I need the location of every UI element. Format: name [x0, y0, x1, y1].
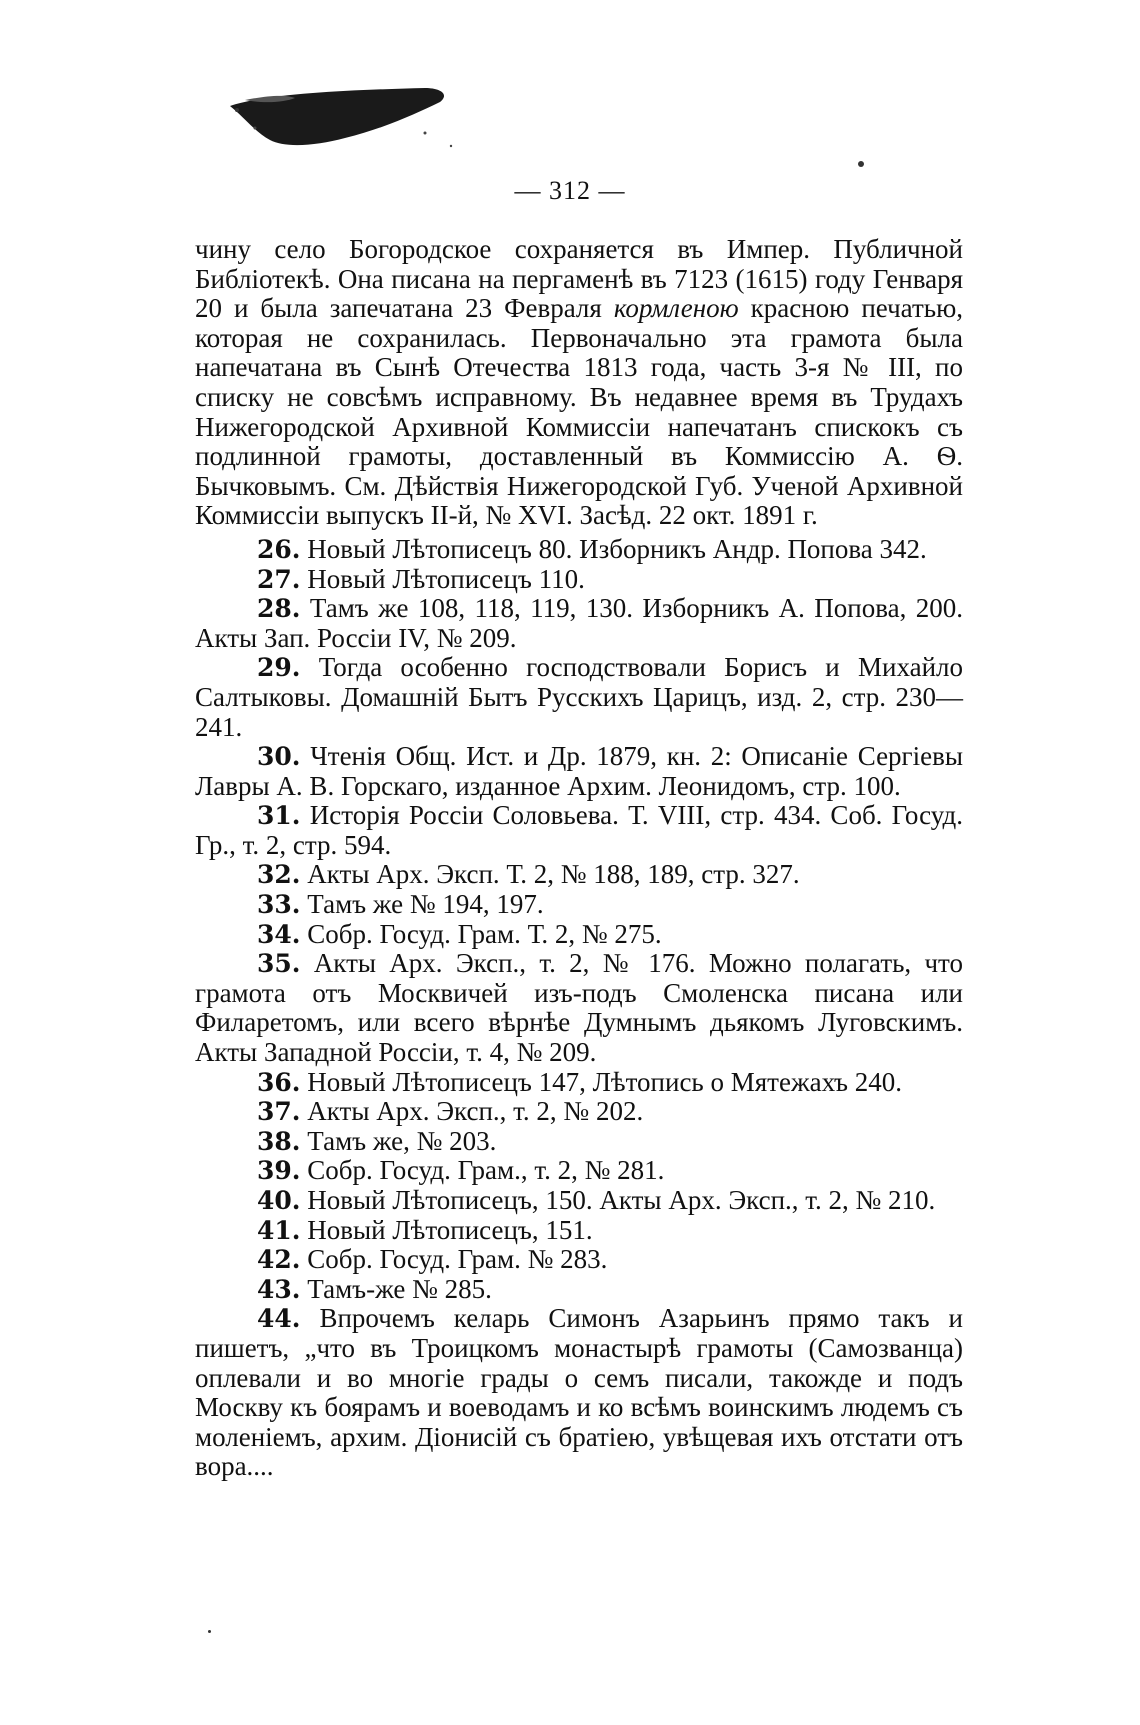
intro-italic-word: кормленою	[613, 293, 739, 324]
footnote-number: 31.	[257, 801, 301, 831]
footnote	[195, 949, 963, 1067]
footnote	[195, 742, 963, 801]
page-number: — 312 —	[514, 176, 626, 205]
footnote-number: 29.	[257, 653, 301, 683]
footnote	[195, 1097, 963, 1127]
footnote-number: 37.	[257, 1097, 301, 1127]
footnote-number: 33.	[257, 890, 301, 920]
footnote-number: 44.	[257, 1304, 301, 1334]
footnote-text: Акты Арх. Эксп., т. 2, № 176. Можно полагать, что грамота отъ Москвичей изъ-подъ Смоленска писана или Филаретомъ, или всего вѣрнѣе Думнымъ дьякомъ Луговскимъ. Акты Западной Россіи, т. 4, № 209.	[195, 948, 963, 1068]
footnote-text: Акты Арх. Эксп., т. 2, № 202.	[307, 1096, 644, 1127]
footnote-number: 42.	[257, 1245, 301, 1275]
footnote-text: Новый Лѣтописецъ 147, Лѣтопись о Мятежахъ 240.	[307, 1066, 903, 1097]
footnote-number: 30.	[257, 742, 301, 772]
footnote	[195, 860, 963, 890]
footnote	[195, 1245, 963, 1275]
footnote-text: Акты Арх. Эксп. Т. 2, № 188, 189, стр. 327.	[307, 859, 800, 890]
intro-text-rest: красною печатью, которая не сохранилась. Первоначально эта грамота была напечатана въ Сынѣ Отечества 1813 года, часть 3-я № III, по списку не совсѣмъ исправному. Въ недавнее время въ Трудахъ Нижегородской Архивной Коммиссіи напечатанъ спискокъ съ подлинной грамоты, доставленный въ Коммиссію А. Ѳ. Бычковымъ. См. Дѣйствія Нижегородской Губ. Ученой Архивной Коммиссіи выпускъ II-й, № XVI. Засѣд. 22 окт. 1891 г.	[195, 293, 963, 531]
footnote	[195, 594, 963, 653]
footnote-number: 36.	[257, 1067, 301, 1097]
footnote-text: Тамъ же, № 203.	[307, 1125, 497, 1156]
footnote-text: Новый Лѣтописецъ, 150. Акты Арх. Эксп., т. 2, № 210.	[307, 1185, 936, 1215]
footnote	[195, 1186, 963, 1216]
footnote-text: Новый Лѣтописецъ, 151.	[307, 1214, 593, 1245]
footnote-number: 39.	[257, 1156, 301, 1186]
footnote-text: Тамъ же № 194, 197.	[307, 889, 544, 920]
ink-blot-decoration	[225, 88, 475, 150]
footnote-text: Новый Лѣтописецъ 110.	[307, 563, 585, 594]
footnote	[195, 890, 963, 920]
footnote	[195, 920, 963, 950]
intro-paragraph	[195, 235, 963, 531]
footnote	[195, 1127, 963, 1157]
footnote	[195, 1304, 963, 1482]
footnote-text: Тамъ же 108, 118, 119, 130. Изборникъ А. Попова, 200. Акты Зап. Россіи IV, № 209.	[195, 593, 963, 653]
footnote	[195, 801, 963, 860]
footnote-number: 28.	[257, 594, 301, 624]
footnote-number: 38.	[257, 1126, 301, 1156]
footnote	[195, 535, 963, 565]
footnote-number: 35.	[257, 949, 301, 979]
footnote-number: 32.	[257, 860, 301, 890]
footnote-text: Собр. Госуд. Грам., т. 2, № 281.	[307, 1155, 665, 1186]
footnote	[195, 1216, 963, 1246]
footnote-text: Чтенія Общ. Ист. и Др. 1879, кн. 2: Описаніе Сергіевы Лавры А. В. Горскаго, изданное Архим. Леонидомъ, стр. 100.	[195, 741, 963, 801]
footnote-text: Тамъ-же № 285.	[307, 1273, 492, 1304]
footnote-text: Новый Лѣтописецъ 80. Изборникъ Андр. Попова 342.	[307, 533, 927, 564]
footnote-number: 34.	[257, 919, 301, 949]
print-speck	[208, 1630, 211, 1633]
footnote-text: Исторія Россіи Соловьева. Т. VIII, стр. 434. Соб. Госуд. Гр., т. 2, стр. 594.	[195, 800, 963, 860]
print-speck	[858, 161, 864, 167]
footnote	[195, 1275, 963, 1305]
footnote-number: 40.	[257, 1186, 301, 1215]
footnote-text: Впрочемъ келарь Симонъ Азарьинъ прямо такъ и пишетъ, „что въ Троицкомъ монастырѣ грамоты (Самозванца) оплевали и во многіе грады о семъ писали, такожде и подъ Москву къ боярамъ и воеводамъ и ко всѣмъ воинскимъ людемъ съ моленіемъ, архим. Діонисій съ братіею, увѣщевая ихъ отстати отъ вора....	[195, 1303, 963, 1482]
footnote-number: 43.	[257, 1274, 301, 1304]
footnote	[195, 1068, 963, 1098]
page-body	[195, 235, 963, 1482]
footnote	[195, 1156, 963, 1186]
footnote-number: 27.	[257, 564, 301, 594]
footnote	[195, 565, 963, 595]
footnote-text: Собр. Госуд. Грам. Т. 2, № 275.	[307, 918, 662, 949]
footnote	[195, 653, 963, 742]
intro-text: чину село Богородское сохраняется въ Импер. Публичной Библіотекѣ. Она писана на пергаменѣ въ 7123 (1615) году Генваря 20 и была запечатана 23 Февраля	[195, 234, 963, 324]
footnote-text: Собр. Госуд. Грам. № 283.	[307, 1244, 608, 1275]
footnote-number: 26.	[257, 534, 301, 564]
footnote-text: Тогда особенно господствовали Борисъ и Михайло Салтыковы. Домашній Бытъ Русскихъ Царицъ, изд. 2, стр. 230—241.	[195, 652, 964, 742]
footnote-number: 41.	[257, 1215, 301, 1245]
